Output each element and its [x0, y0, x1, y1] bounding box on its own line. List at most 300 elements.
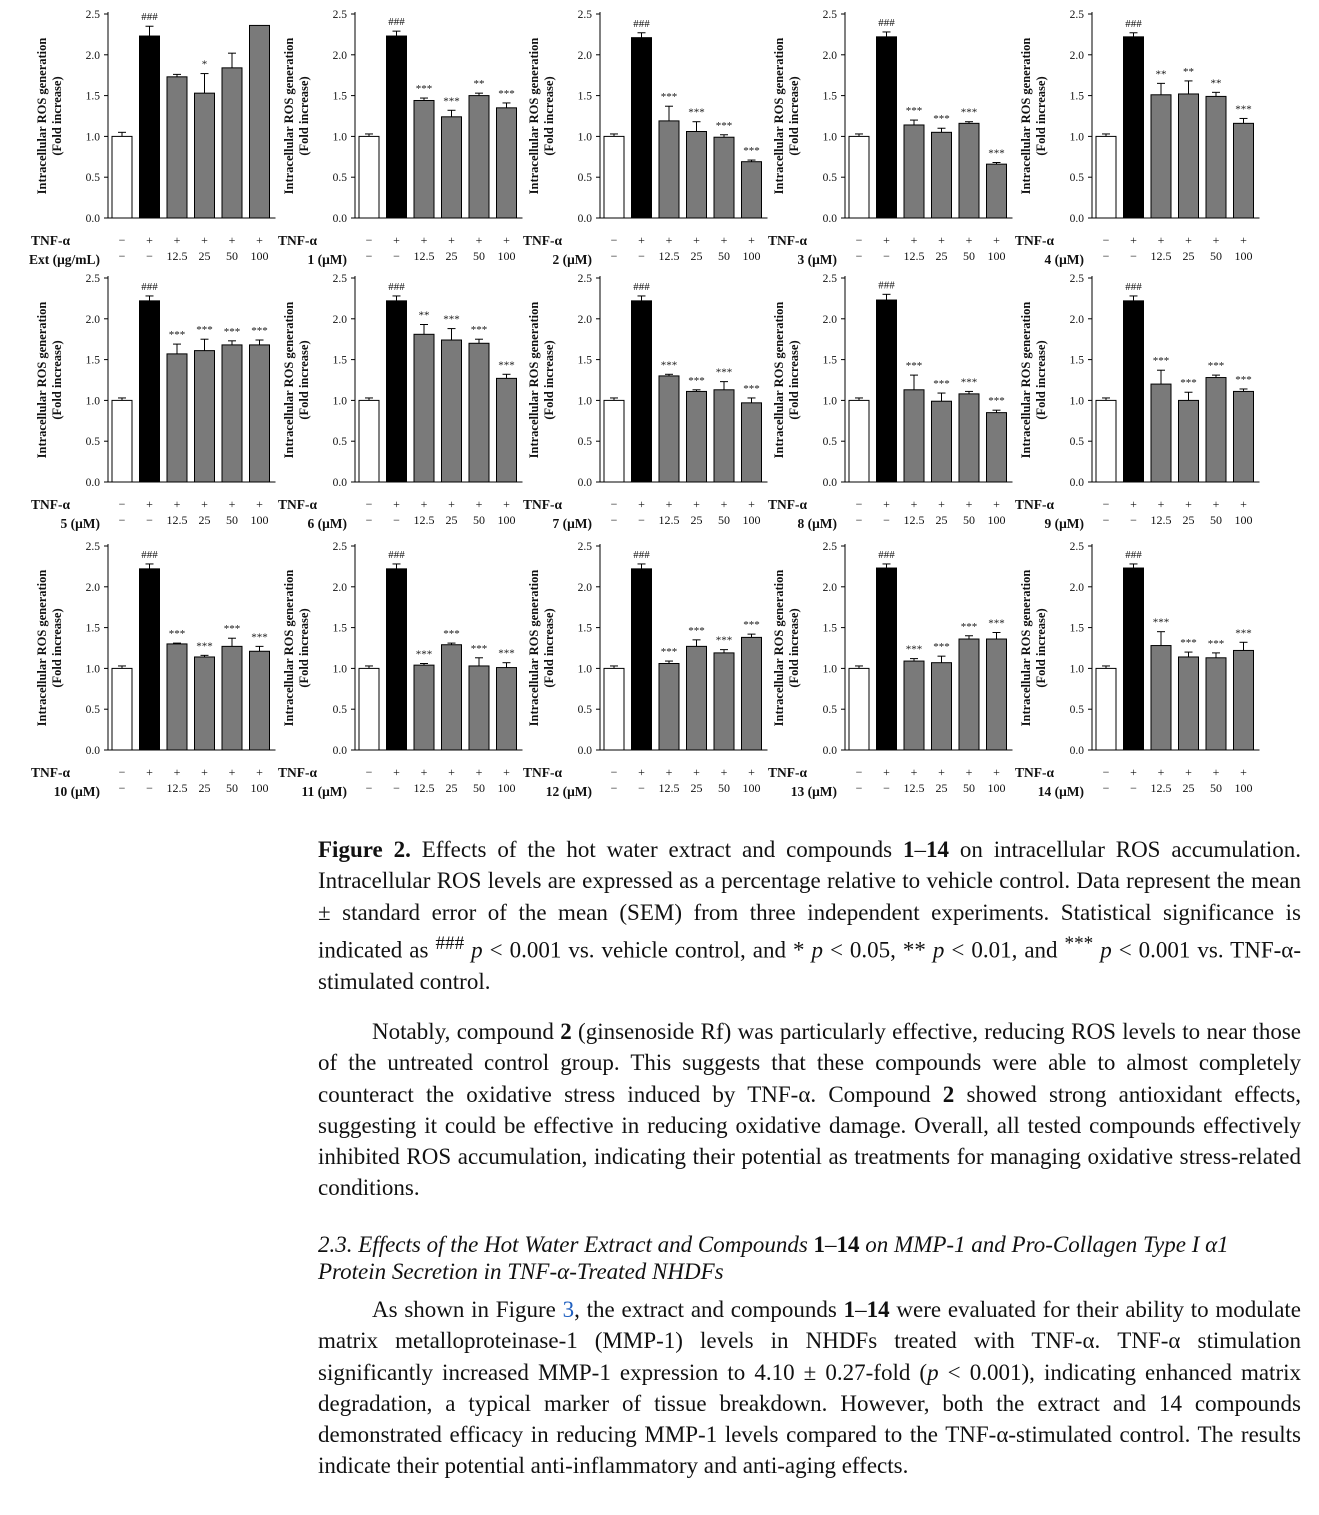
tnf-row-mark: +: [1185, 497, 1192, 511]
dose-label: 12.5: [1150, 781, 1172, 795]
y-tick-label: 0.5: [577, 436, 592, 449]
tnf-row-mark: +: [146, 497, 153, 511]
y-tick-label: 1.0: [332, 395, 347, 408]
significance-label: ***: [688, 106, 705, 119]
dose-label: −: [855, 781, 863, 795]
bar: [1179, 657, 1199, 750]
tnf-row-label: TNF-α: [522, 233, 562, 248]
bar: [604, 668, 624, 750]
caption-superscript: ***: [1064, 932, 1094, 954]
dose-label: 50: [963, 513, 975, 527]
y-tick-label: 1.5: [822, 622, 837, 635]
treatment-row-label: 7 (μM): [552, 516, 592, 531]
dose-label: 12.5: [903, 781, 925, 795]
bar: [904, 661, 924, 750]
tnf-row-mark: +: [1212, 233, 1220, 247]
dose-label: 50: [718, 781, 730, 795]
y-axis-label: [35, 302, 64, 459]
bar: [959, 123, 979, 218]
y-tick-label: 0.5: [822, 172, 837, 185]
dose-label: 12.5: [413, 249, 435, 263]
bar: [414, 665, 434, 750]
tnf-row-mark: +: [146, 765, 153, 779]
significance-label: ###: [878, 548, 895, 561]
bar: [632, 569, 652, 750]
bar: [112, 400, 132, 482]
significance-label: ###: [388, 280, 405, 293]
tnf-row-mark: +: [910, 233, 918, 247]
bar: [414, 100, 434, 218]
dose-label: 25: [1182, 781, 1195, 795]
significance-label: *: [201, 58, 208, 71]
caption-italic: p: [464, 937, 483, 963]
tnf-row-mark: +: [201, 233, 208, 247]
treatment-row-label: 3 (μM): [797, 252, 837, 267]
dose-label: 25: [445, 249, 458, 263]
significance-label: ***: [415, 648, 433, 661]
bar: [359, 668, 379, 750]
significance-label: ***: [1180, 637, 1197, 650]
y-axis-label-line2: (Fold increase): [297, 608, 311, 688]
bar: [1234, 391, 1254, 482]
dose-label: −: [393, 249, 400, 263]
treatment-row-label: 4 (μM): [1044, 252, 1084, 267]
bar: [659, 664, 679, 750]
dose-label: 25: [198, 513, 211, 527]
bar: [849, 668, 869, 750]
significance-label: ###: [1125, 280, 1142, 293]
significance-label: ***: [415, 83, 433, 96]
tnf-row-mark: +: [503, 233, 510, 247]
tnf-row-mark: +: [393, 497, 400, 511]
y-axis-label-line1: Intracellular ROS generation: [1019, 569, 1033, 727]
tnf-row-mark: +: [1130, 765, 1137, 779]
tnf-row-mark: −: [118, 233, 126, 247]
paragraph-text: –: [855, 1297, 867, 1322]
y-axis-label-line1: Intracellular ROS generation: [282, 37, 296, 195]
y-tick-label: 2.0: [332, 581, 347, 594]
tnf-row-mark: +: [638, 497, 645, 511]
dose-label: −: [610, 781, 618, 795]
caption-text: < 0.001 vs. TNF-α-stimulated control.: [318, 937, 1301, 994]
y-tick-label: 0.5: [822, 704, 837, 717]
treatment-row-label: 6 (μM): [307, 516, 347, 531]
significance-label: ***: [660, 646, 678, 659]
bar: [359, 136, 379, 218]
significance-label: ***: [743, 145, 760, 158]
y-axis-label-line2: (Fold increase): [50, 340, 64, 420]
dose-label: 50: [1210, 513, 1222, 527]
tnf-row-mark: −: [855, 497, 863, 511]
significance-label: ***: [988, 617, 1005, 630]
paragraph-italic: p: [927, 1359, 939, 1385]
y-tick-label: 0.5: [332, 704, 347, 717]
y-tick-label: 1.5: [1069, 354, 1084, 367]
tnf-row-mark: +: [993, 233, 1000, 247]
dose-label: 50: [963, 249, 975, 263]
chart-panel-compound-6: [278, 273, 523, 531]
dose-label: 25: [690, 249, 703, 263]
dose-label: 12.5: [903, 513, 925, 527]
y-axis-label-line1: Intracellular ROS generation: [772, 37, 786, 195]
bar: [387, 36, 407, 218]
tnf-row-label: TNF-α: [767, 497, 807, 512]
y-tick-label: 2.5: [85, 273, 100, 285]
tnf-row-mark: +: [475, 497, 483, 511]
section-text: on MMP-1 and Pro-Collagen Type I α1 Protein Secretion in TNF-α-Treated NHDFs: [318, 1232, 1229, 1284]
significance-label: ***: [251, 325, 268, 338]
tnf-row-mark: +: [748, 497, 755, 511]
bar: [932, 132, 952, 218]
significance-label: **: [1183, 65, 1194, 78]
tnf-row-mark: +: [256, 765, 263, 779]
y-axis-label-line1: Intracellular ROS generation: [772, 301, 786, 459]
section-heading: [318, 1231, 1301, 1285]
chart-panel-compound-1: [278, 9, 523, 267]
y-tick-label: 1.5: [577, 90, 592, 103]
significance-label: ***: [498, 87, 515, 100]
tnf-row-mark: +: [720, 233, 728, 247]
bar: [112, 668, 132, 750]
y-tick-label: 2.5: [822, 273, 837, 285]
dose-label: 25: [445, 781, 458, 795]
y-tick-label: 0.0: [1069, 477, 1084, 489]
tnf-row-mark: +: [965, 233, 973, 247]
significance-label: ***: [1152, 355, 1170, 368]
tnf-row-mark: +: [420, 765, 428, 779]
y-axis-label: [527, 302, 556, 459]
dose-label: 12.5: [658, 513, 680, 527]
y-tick-label: 0.5: [1069, 436, 1084, 449]
tnf-row-mark: +: [883, 233, 890, 247]
tnf-row-mark: +: [638, 765, 645, 779]
bar: [877, 568, 897, 750]
chart-panel-compound-3: [768, 9, 1013, 267]
tnf-row-mark: −: [610, 765, 618, 779]
significance-label: ***: [1207, 360, 1225, 373]
y-tick-label: 1.0: [1069, 663, 1084, 676]
significance-label: ***: [470, 324, 488, 337]
bar: [687, 391, 707, 482]
y-tick-label: 0.0: [822, 213, 837, 225]
y-axis-label-line2: (Fold increase): [297, 340, 311, 420]
tnf-row-label: TNF-α: [277, 497, 317, 512]
tnf-row-label: TNF-α: [522, 765, 562, 780]
dose-label: 25: [198, 781, 211, 795]
y-axis-label-line1: Intracellular ROS generation: [527, 301, 541, 459]
y-tick-label: 0.0: [1069, 213, 1084, 225]
significance-label: ***: [660, 91, 678, 104]
y-tick-label: 2.5: [85, 541, 100, 553]
dose-label: 100: [250, 781, 269, 795]
dose-label: 100: [987, 781, 1006, 795]
bar: [442, 117, 462, 218]
paragraph-text: As shown in Figure: [372, 1297, 563, 1322]
caption-superscript: ###: [435, 932, 465, 954]
bar: [877, 37, 897, 218]
significance-label: ***: [988, 395, 1005, 408]
significance-label: ***: [905, 105, 923, 118]
dose-label: −: [883, 513, 890, 527]
y-tick-label: 2.0: [822, 313, 837, 326]
tnf-row-mark: +: [475, 233, 483, 247]
bar: [469, 666, 489, 750]
y-axis-label-line2: (Fold increase): [787, 76, 801, 156]
significance-label: ***: [1152, 616, 1170, 629]
y-axis-label-line1: Intracellular ROS generation: [1019, 301, 1033, 459]
bar: [932, 663, 952, 750]
body-paragraph: [318, 1294, 1301, 1482]
y-axis-label-line1: Intracellular ROS generation: [772, 569, 786, 727]
bar: [714, 137, 734, 218]
significance-label: ###: [141, 11, 158, 24]
dose-label: −: [365, 249, 373, 263]
significance-label: ***: [443, 628, 460, 641]
tnf-row-mark: +: [748, 233, 755, 247]
bar: [250, 345, 270, 482]
bar: [687, 646, 707, 750]
bar: [632, 38, 652, 218]
tnf-row-label: TNF-α: [277, 233, 317, 248]
bar: [714, 653, 734, 750]
y-axis-label-line1: Intracellular ROS generation: [35, 569, 49, 727]
significance-label: **: [473, 78, 485, 91]
tnf-row-mark: +: [993, 497, 1000, 511]
y-axis-label-line2: (Fold increase): [1034, 608, 1048, 688]
bar: [387, 569, 407, 750]
significance-label: ***: [168, 628, 186, 641]
y-tick-label: 1.5: [85, 90, 100, 103]
bar: [904, 125, 924, 218]
dose-label: −: [118, 249, 126, 263]
significance-label: ###: [388, 548, 405, 561]
dose-label: 50: [226, 513, 238, 527]
tnf-row-mark: +: [1130, 497, 1137, 511]
y-tick-label: 0.0: [85, 213, 100, 225]
tnf-row-mark: −: [1102, 765, 1110, 779]
treatment-row-label: 1 (μM): [307, 252, 347, 267]
significance-label: ***: [660, 359, 678, 372]
bar: [1151, 95, 1171, 218]
y-tick-label: 1.0: [822, 131, 837, 144]
caption-text: < 0.001 vs. vehicle control, and *: [482, 937, 812, 963]
tnf-row-mark: +: [693, 233, 700, 247]
bar: [849, 136, 869, 218]
bar: [1151, 384, 1171, 482]
treatment-row-label: 12 (μM): [545, 784, 592, 799]
tnf-row-label: TNF-α: [30, 765, 70, 780]
tnf-row-mark: +: [256, 233, 263, 247]
dose-label: −: [1102, 781, 1110, 795]
y-tick-label: 2.5: [1069, 273, 1084, 285]
tnf-row-label: TNF-α: [522, 497, 562, 512]
tnf-row-mark: +: [1212, 765, 1220, 779]
significance-label: ***: [1235, 373, 1252, 386]
y-axis-label: [527, 570, 556, 727]
y-tick-label: 2.0: [332, 313, 347, 326]
bar: [414, 334, 434, 482]
paragraph-text: Notably, compound: [372, 1019, 561, 1044]
bar: [1234, 123, 1254, 218]
tnf-row-mark: +: [1185, 233, 1192, 247]
y-tick-label: 0.0: [822, 477, 837, 489]
dose-label: 50: [473, 513, 485, 527]
treatment-row-label: 13 (μM): [790, 784, 837, 799]
dose-label: −: [1102, 249, 1110, 263]
bar: [632, 301, 652, 482]
bar: [1096, 400, 1116, 482]
dose-label: 25: [1182, 513, 1195, 527]
dose-label: 25: [935, 513, 948, 527]
y-axis-label-line2: (Fold increase): [787, 340, 801, 420]
y-axis-label: [282, 570, 311, 727]
significance-label: ***: [498, 359, 515, 372]
tnf-row-mark: −: [1102, 497, 1110, 511]
tnf-row-mark: −: [855, 233, 863, 247]
y-axis-label: [1019, 38, 1048, 195]
figure-3-link[interactable]: 3: [562, 1297, 575, 1322]
tnf-row-mark: +: [938, 497, 945, 511]
y-tick-label: 1.5: [822, 90, 837, 103]
y-tick-label: 1.0: [822, 395, 837, 408]
significance-label: ***: [933, 641, 950, 654]
dose-label: −: [610, 513, 618, 527]
y-tick-label: 2.5: [577, 9, 592, 21]
y-tick-label: 1.0: [85, 131, 100, 144]
bar: [195, 657, 215, 750]
section-bold: 14: [836, 1232, 860, 1257]
dose-label: 25: [690, 781, 703, 795]
y-axis-label: [772, 570, 801, 727]
bar: [469, 96, 489, 218]
tnf-row-mark: −: [118, 497, 126, 511]
tnf-row-mark: +: [938, 233, 945, 247]
caption-italic: p: [1093, 937, 1112, 963]
tnf-row-mark: +: [1240, 765, 1247, 779]
y-tick-label: 2.0: [1069, 313, 1084, 326]
tnf-row-mark: +: [420, 497, 428, 511]
dose-label: −: [118, 513, 126, 527]
y-tick-label: 2.5: [822, 541, 837, 553]
bar: [1124, 301, 1144, 482]
y-axis-label-line1: Intracellular ROS generation: [527, 37, 541, 195]
tnf-row-mark: +: [1157, 765, 1165, 779]
tnf-row-mark: +: [228, 233, 236, 247]
y-tick-label: 1.5: [85, 354, 100, 367]
bar: [442, 340, 462, 482]
bar: [1124, 37, 1144, 218]
tnf-row-mark: −: [118, 765, 126, 779]
y-tick-label: 0.5: [85, 436, 100, 449]
dose-label: 25: [935, 781, 948, 795]
dose-label: 25: [1182, 249, 1195, 263]
paragraph-bold: 2: [560, 1019, 572, 1044]
treatment-row-label: 8 (μM): [797, 516, 837, 531]
significance-label: ***: [1235, 103, 1252, 116]
body-paragraph: [318, 1016, 1301, 1204]
tnf-row-mark: −: [855, 765, 863, 779]
bar: [1096, 136, 1116, 218]
dose-label: −: [1130, 513, 1137, 527]
caption-text: –: [914, 837, 926, 862]
tnf-row-label: TNF-α: [1014, 765, 1054, 780]
section-number: 2.3.: [318, 1232, 353, 1257]
significance-label: ###: [633, 17, 650, 30]
y-axis-label-line1: Intracellular ROS generation: [35, 301, 49, 459]
bar: [742, 403, 762, 482]
tnf-row-mark: +: [720, 497, 728, 511]
significance-label: ***: [443, 95, 460, 108]
caption-text: < 0.01, and: [944, 937, 1065, 963]
caption-text: Effects of the hot water extract and compounds: [410, 837, 903, 862]
treatment-row-label: 9 (μM): [1044, 516, 1084, 531]
dose-label: −: [365, 513, 373, 527]
dose-label: −: [393, 781, 400, 795]
y-tick-label: 0.5: [1069, 704, 1084, 717]
y-tick-label: 1.5: [332, 622, 347, 635]
figure-caption: [318, 834, 1301, 997]
bar: [659, 376, 679, 482]
caption-text: < 0.05, **: [822, 937, 933, 963]
dose-label: −: [1130, 249, 1137, 263]
dose-label: 12.5: [166, 513, 188, 527]
significance-label: ***: [168, 329, 186, 342]
caption-italic: p: [811, 937, 823, 963]
y-axis-label-line1: Intracellular ROS generation: [527, 569, 541, 727]
significance-label: ***: [743, 619, 760, 632]
y-axis-label-line2: (Fold increase): [542, 340, 556, 420]
y-tick-label: 2.0: [85, 49, 100, 62]
dose-label: −: [883, 781, 890, 795]
tnf-row-mark: +: [665, 497, 673, 511]
y-tick-label: 0.0: [577, 477, 592, 489]
dose-label: 100: [250, 513, 269, 527]
dose-label: 100: [497, 513, 516, 527]
bar: [659, 121, 679, 218]
significance-label: ***: [960, 106, 978, 119]
dose-label: −: [610, 249, 618, 263]
tnf-row-mark: +: [965, 497, 973, 511]
significance-label: ###: [633, 280, 650, 293]
y-tick-label: 2.0: [577, 313, 592, 326]
y-tick-label: 1.5: [85, 622, 100, 635]
bar: [987, 164, 1007, 218]
significance-label: ***: [1207, 637, 1225, 650]
y-tick-label: 0.0: [85, 477, 100, 489]
tnf-row-mark: +: [503, 765, 510, 779]
y-tick-label: 0.5: [85, 704, 100, 717]
bar: [1179, 400, 1199, 482]
bar: [742, 162, 762, 218]
tnf-row-mark: +: [201, 765, 208, 779]
tnf-row-mark: −: [365, 765, 373, 779]
y-tick-label: 1.0: [577, 131, 592, 144]
tnf-row-mark: +: [393, 765, 400, 779]
dose-label: −: [146, 781, 153, 795]
dose-label: 100: [987, 513, 1006, 527]
chart-panel-compound-10: [31, 541, 276, 799]
bar: [140, 569, 160, 750]
section-text: Effects of the Hot Water Extract and Compounds: [352, 1232, 814, 1257]
chart-panel-compound-7: [523, 273, 768, 531]
bar: [167, 77, 187, 218]
y-axis-label-line1: Intracellular ROS generation: [35, 37, 49, 195]
bar: [1124, 568, 1144, 750]
significance-label: ***: [688, 374, 705, 387]
y-tick-label: 0.5: [577, 172, 592, 185]
y-tick-label: 1.5: [1069, 90, 1084, 103]
paragraph-text: < 0.001), indicating enhanced matrix degradation, a typical marker of tissue breakdown. However, both the extract and 14 compounds demonstrated efficacy in reducing MMP-1 levels compared to the TNF-α-stimulated control. The results indicate their potential anti-inflammatory and anti-aging effects.: [318, 1359, 1301, 1479]
